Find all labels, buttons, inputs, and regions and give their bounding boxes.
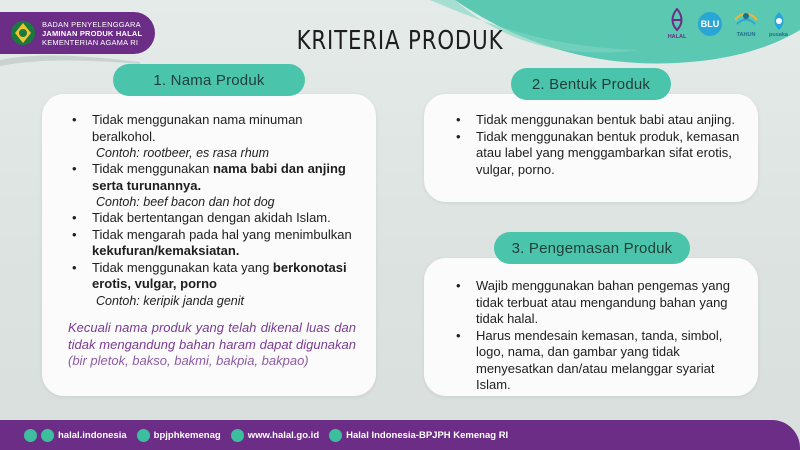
bentuk-produk-heading: 2. Bentuk Produk (511, 68, 671, 100)
blu-logo-text: BLU (700, 19, 720, 29)
list-item-bold: berkonotasi erotis, vulgar, porno (92, 259, 347, 291)
nama-produk-list (68, 112, 358, 309)
list-item-bold: nama babi dan anjing serta turunannya. (92, 161, 346, 193)
example-label: Contoh: (96, 195, 140, 209)
org-line-2: JAMINAN PRODUK HALAL (42, 28, 143, 38)
partner-logos (667, 8, 788, 40)
footer-youtube-label: Halal Indonesia-BPJPH Kemenag RI (346, 429, 509, 441)
footer-twitter-label: bpjphkemenag (153, 429, 221, 441)
list-item-text: Tidak bertentangan dengan akidah Islam. (92, 210, 331, 225)
list-item (452, 328, 742, 394)
footer-social[interactable] (24, 429, 127, 442)
list-item-text: Tidak menggunakan (92, 161, 213, 176)
list-item (68, 112, 358, 161)
list-item-text: Harus mendesain kemasan, tanda, simbol, logo, nama, dan gambar yang tidak menyesatkan dan/atau melanggar syariat Islam. (476, 327, 723, 392)
instagram-icon (41, 429, 54, 442)
example-text: Contoh: rootbeer, es rasa rhum (96, 146, 270, 160)
list-item (68, 161, 358, 210)
note-examples: (bir pletok, bakso, bakmi, bakpia, bakpao) (68, 353, 309, 368)
list-item-text: Tidak menggunakan kata yang (92, 259, 273, 275)
bentuk-produk-list (452, 112, 742, 178)
pusaka-logo-icon (769, 10, 788, 38)
footer-youtube[interactable] (329, 429, 508, 442)
list-item (452, 112, 742, 129)
nama-produk-heading: 1. Nama Produk (113, 64, 305, 96)
kemenag-emblem-icon (10, 20, 36, 46)
pengemasan-produk-heading: 3. Pengemasan Produk (494, 232, 690, 264)
page-title: KRITERIA PRODUK (296, 26, 504, 56)
list-item-text: Tidak mengarah pada hal yang menimbulkan (92, 226, 352, 242)
pusaka-logo-label: pusaka (769, 32, 788, 38)
list-item-text: Tidak menggunakan bentuk babi atau anjing. (476, 112, 735, 127)
list-item-text: Tidak menggunakan bentuk produk, kemasan atau label yang menggambarkan sifat erotis, vulgar, porno. (476, 128, 740, 177)
tahun-logo-icon (733, 10, 759, 38)
footer-bar (0, 420, 800, 450)
example-text (92, 194, 358, 210)
list-item (68, 260, 358, 309)
twitter-icon (137, 429, 150, 442)
list-item (452, 278, 742, 328)
footer-web[interactable] (231, 429, 319, 442)
globe-icon (231, 429, 244, 442)
halal-indonesia-logo-icon (667, 8, 687, 40)
halal-logo-label: HALAL (667, 34, 687, 40)
list-item-bold: kekufuran/kemaksiatan. (92, 243, 240, 258)
list-item (68, 210, 358, 227)
youtube-icon (329, 429, 342, 442)
list-item-text: Wajib menggunakan bahan pengemas yang tidak terbuat atau mengandung bahan yang tidak halal. (476, 278, 730, 326)
footer-social-label: halal.indonesia (58, 429, 127, 441)
org-line-3: KEMENTERIAN AGAMA RI (42, 37, 139, 47)
facebook-icon (24, 429, 37, 442)
footer-web-label: www.halal.go.id (247, 429, 320, 441)
example-text: Contoh: keripik janda genit (96, 293, 245, 308)
tahun-logo-label: TAHUN (736, 32, 756, 38)
org-line-1: BADAN PENYELENGGARA (42, 19, 141, 29)
pengemasan-produk-list (452, 278, 742, 394)
list-item-text: Tidak menggunakan nama minuman beralkohol. (92, 112, 303, 144)
list-item (452, 129, 742, 179)
example-value: beef bacon dan hot dog (139, 195, 275, 209)
footer-twitter[interactable] (137, 429, 221, 442)
note-main: Kecuali nama produk yang telah dikenal luas dan tidak mengandung bahan haram dapat digunakan (68, 320, 356, 352)
list-item (68, 227, 358, 260)
blu-logo-icon (697, 11, 723, 37)
exception-note (68, 320, 356, 370)
